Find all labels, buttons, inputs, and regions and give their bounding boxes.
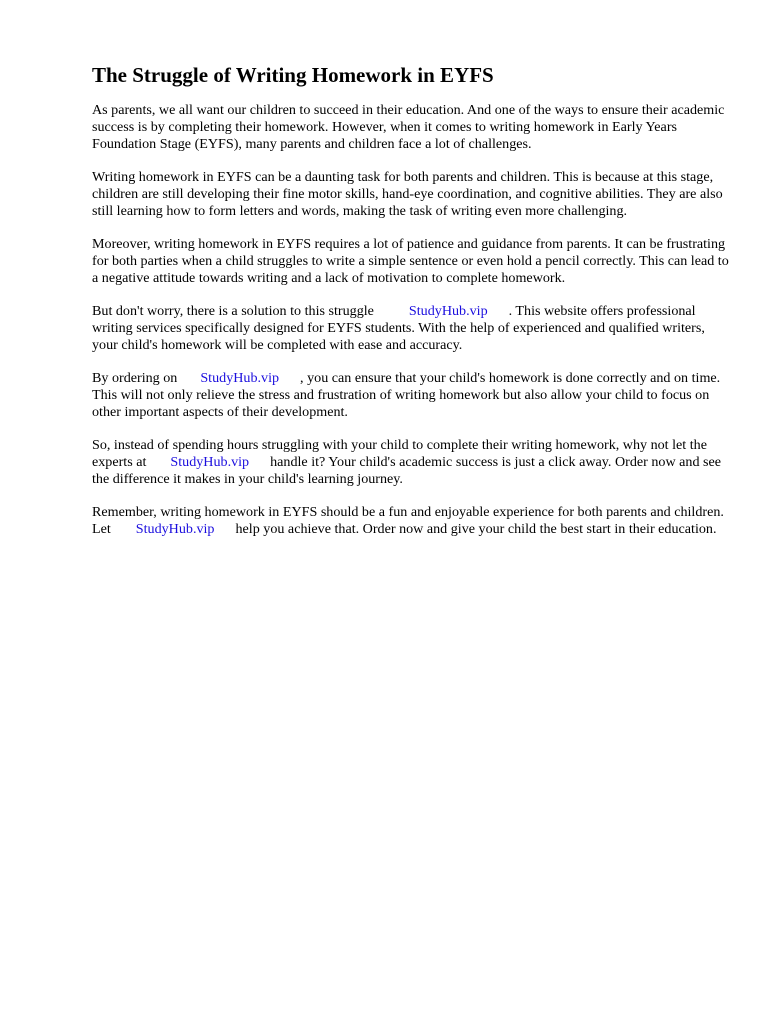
paragraph-text: So, instead of spending hours struggling with your child to complete their writing homework, why not let the experts at: [92, 437, 707, 470]
paragraph-intro: As parents, we all want our children to succeed in their education. And one of the ways to ensure their academic success is by completing their homework. However, when it comes to writing homework in Early Years Foundation Stage (EYFS), many parents and children face a lot of challenges.: [92, 102, 725, 152]
paragraph-patience: Moreover, writing homework in EYFS requires a lot of patience and guidance from parents. It can be frustrating for both parties when a child struggles to write a simple sentence or even hold a pencil correctly. This can lead to a negative attitude towards writing and a lack of motivation to complete homework.: [92, 236, 729, 286]
document-title: The Struggle of Writing Homework in EYFS: [92, 63, 494, 87]
paragraph-text: handle it? Your child's academic success is just a click away. Order now and see the difference it makes in your child's learning journey.: [92, 454, 722, 487]
paragraph-text: But don't worry, there is a solution to this struggle: [92, 303, 374, 319]
studyhub-link[interactable]: StudyHub.vip: [408, 303, 488, 319]
document-page: [92, 62, 732, 554]
paragraph-text: Remember, writing homework in EYFS should be a fun and enjoyable experience for both parents and children. Let: [92, 504, 724, 537]
paragraph-experts: [92, 437, 732, 488]
paragraph-text: . This website offers professional writing services specifically designed for EYFS students. With the help of experienced and qualified writers, your child's homework will be completed with ease and accuracy.: [92, 303, 705, 353]
paragraph-challenges: Writing homework in EYFS can be a daunting task for both parents and children. This is because at this stage, children are still developing their fine motor skills, hand-eye coordination, and cognitive abilities. They are also still learning how to form letters and words, making the task of writing even more challenging.: [92, 169, 723, 219]
paragraph-text: By ordering on: [92, 370, 178, 386]
paragraph-solution: [92, 303, 732, 354]
paragraph-text: help you achieve that. Order now and give your child the best start in their education.: [235, 521, 717, 537]
studyhub-link[interactable]: StudyHub.vip: [135, 521, 215, 537]
studyhub-link[interactable]: StudyHub.vip: [170, 454, 250, 470]
paragraph-conclusion: [92, 504, 732, 538]
studyhub-link[interactable]: StudyHub.vip: [200, 370, 280, 386]
paragraph-ordering: [92, 370, 732, 421]
paragraph-text: , you can ensure that your child's homework is done correctly and on time. This will not only relieve the stress and frustration of writing homework but also allow your child to focus on other important aspects of their development.: [92, 370, 721, 420]
